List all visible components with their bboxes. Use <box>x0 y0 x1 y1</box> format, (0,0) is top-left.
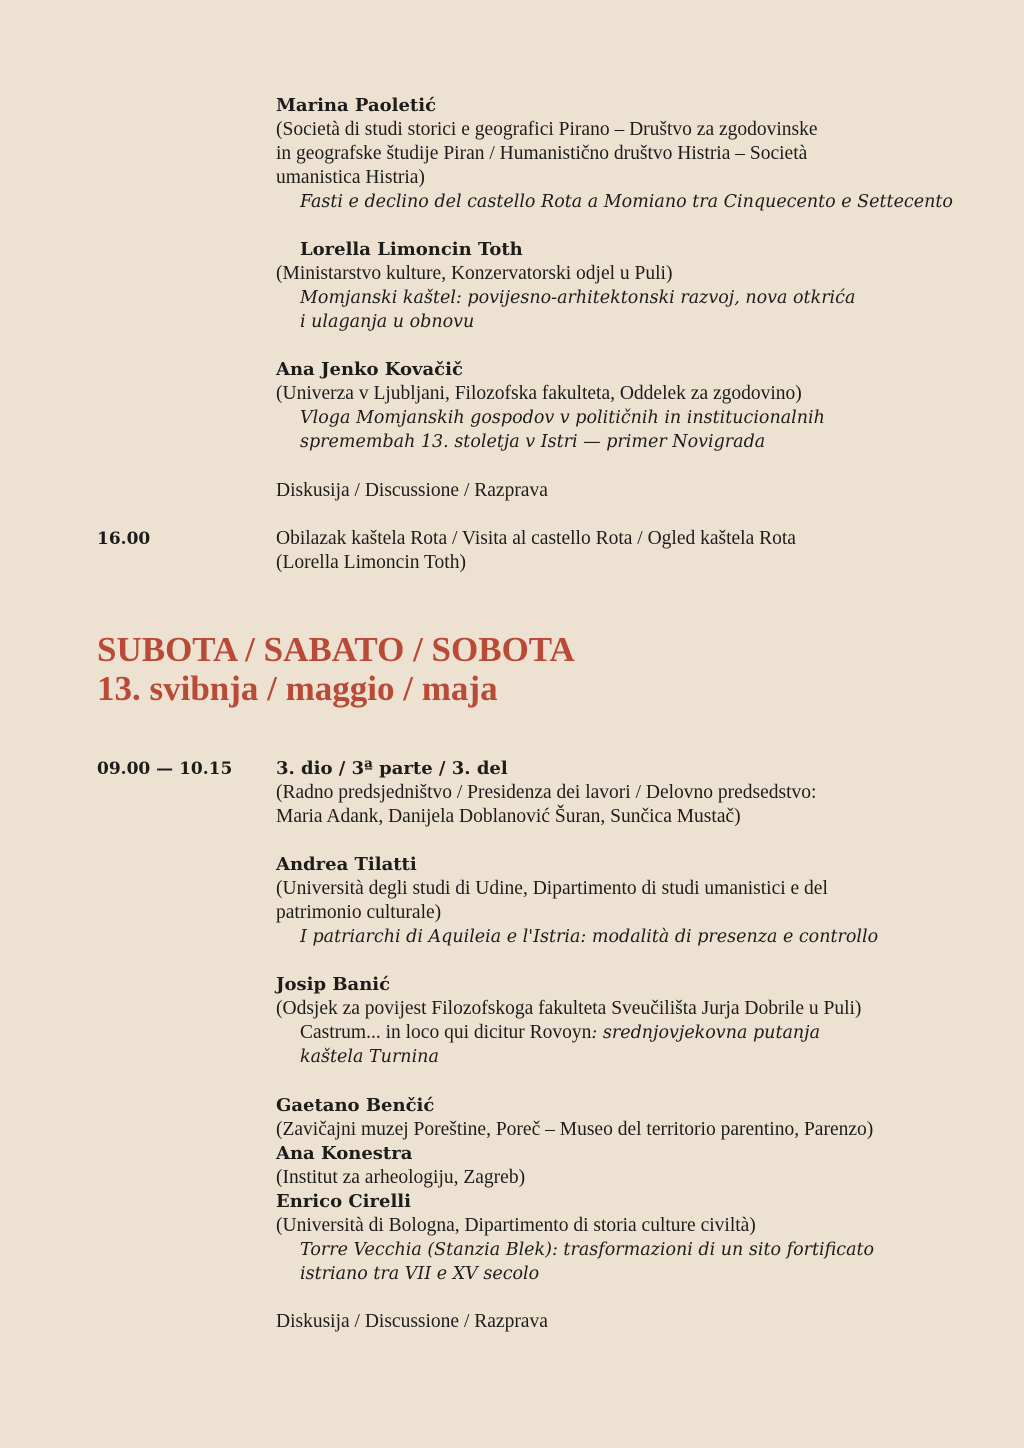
speaker-affiliation: (Ministarstvo kulture, Konzervatorski odjel u Puli) <box>276 263 673 284</box>
speaker-affiliation: umanistica Histria) <box>276 167 425 188</box>
visit-guide: (Lorella Limoncin Toth) <box>276 552 466 573</box>
speaker-affiliation: (Università degli studi di Udine, Dipartimento di studi umanistici e del <box>276 878 828 899</box>
talk-title: Fasti e declino del castello Rota a Momiano tra Cinquecento e Settecento <box>300 192 953 212</box>
speaker-affiliation: patrimonio culturale) <box>276 902 442 923</box>
session-presidency: (Radno predsjedništvo / Presidenza dei lavori / Delovno predsedstvo: <box>276 782 817 803</box>
session-time: 16.00 <box>97 529 151 549</box>
session-time: 09.00 — 10.15 <box>97 759 233 779</box>
speaker-name: Andrea Tilatti <box>276 854 417 875</box>
talk-title: spremembah 13. stoletja v Istri — primer Novigrada <box>300 432 766 452</box>
session-part: 3. dio / 3ª parte / 3. del <box>276 758 508 779</box>
talk-title <box>300 1021 820 1045</box>
visit-line: Obilazak kaštela Rota / Visita al castello Rota / Ogled kaštela Rota <box>276 528 796 549</box>
talk-title: Vloga Momjanskih gospodov v političnih in institucionalnih <box>300 408 825 428</box>
speaker-affiliation: (Univerza v Ljubljani, Filozofska fakulteta, Oddelek za zgodovino) <box>276 383 802 404</box>
speaker-name: Ana Jenko Kovačič <box>276 359 463 380</box>
talk-title: i ulaganja u obnovu <box>300 312 475 332</box>
speaker-name: Ana Konestra <box>276 1143 413 1164</box>
speaker-name: Gaetano Benčić <box>276 1095 435 1116</box>
speaker-affiliation: in geografske študije Piran / Humanistično društvo Histria – Società <box>276 143 808 164</box>
speaker-name: Josip Banić <box>276 974 391 995</box>
speaker-affiliation: (Zavičajni muzej Poreštine, Poreč – Museo del territorio parentino, Parenzo) <box>276 1119 874 1140</box>
talk-title-italic: : srednjovjekovna putanja <box>591 1023 821 1043</box>
speaker-name: Enrico Cirelli <box>276 1191 411 1212</box>
speaker-name: Lorella Limoncin Toth <box>300 239 523 260</box>
talk-title-upright: Castrum... in loco qui dicitur Rovoyn <box>300 1022 592 1043</box>
talk-title: kaštela Turnina <box>300 1047 439 1067</box>
date-heading: 13. svibnja / maggio / maja <box>97 669 498 708</box>
discussion-line: Diskusija / Discussione / Razprava <box>276 1311 548 1332</box>
speaker-affiliation: (Università di Bologna, Dipartimento di storia culture civiltà) <box>276 1215 756 1236</box>
talk-title: I patriarchi di Aquileia e l'Istria: modalità di presenza e controllo <box>300 927 879 947</box>
speaker-affiliation: (Società di studi storici e geografici Pirano – Društvo za zgodovinske <box>276 119 818 140</box>
speaker-name: Marina Paoletić <box>276 95 437 116</box>
speaker-affiliation: (Institut za arheologiju, Zagreb) <box>276 1167 526 1188</box>
discussion-line: Diskusija / Discussione / Razprava <box>276 480 548 501</box>
talk-title: istriano tra VII e XV secolo <box>300 1264 540 1284</box>
session-presidency: Maria Adank, Danijela Doblanović Šuran, Sunčica Mustač) <box>276 806 741 827</box>
talk-title: Momjanski kaštel: povijesno-arhitektonski razvoj, nova otkrića <box>300 288 856 308</box>
speaker-affiliation: (Odsjek za povijest Filozofskoga fakulteta Sveučilišta Jurja Dobrile u Puli) <box>276 998 862 1019</box>
talk-title: Torre Vecchia (Stanzia Blek): trasformazioni di un sito fortificato <box>300 1240 875 1260</box>
day-heading: SUBOTA / SABATO / SOBOTA <box>97 630 575 669</box>
